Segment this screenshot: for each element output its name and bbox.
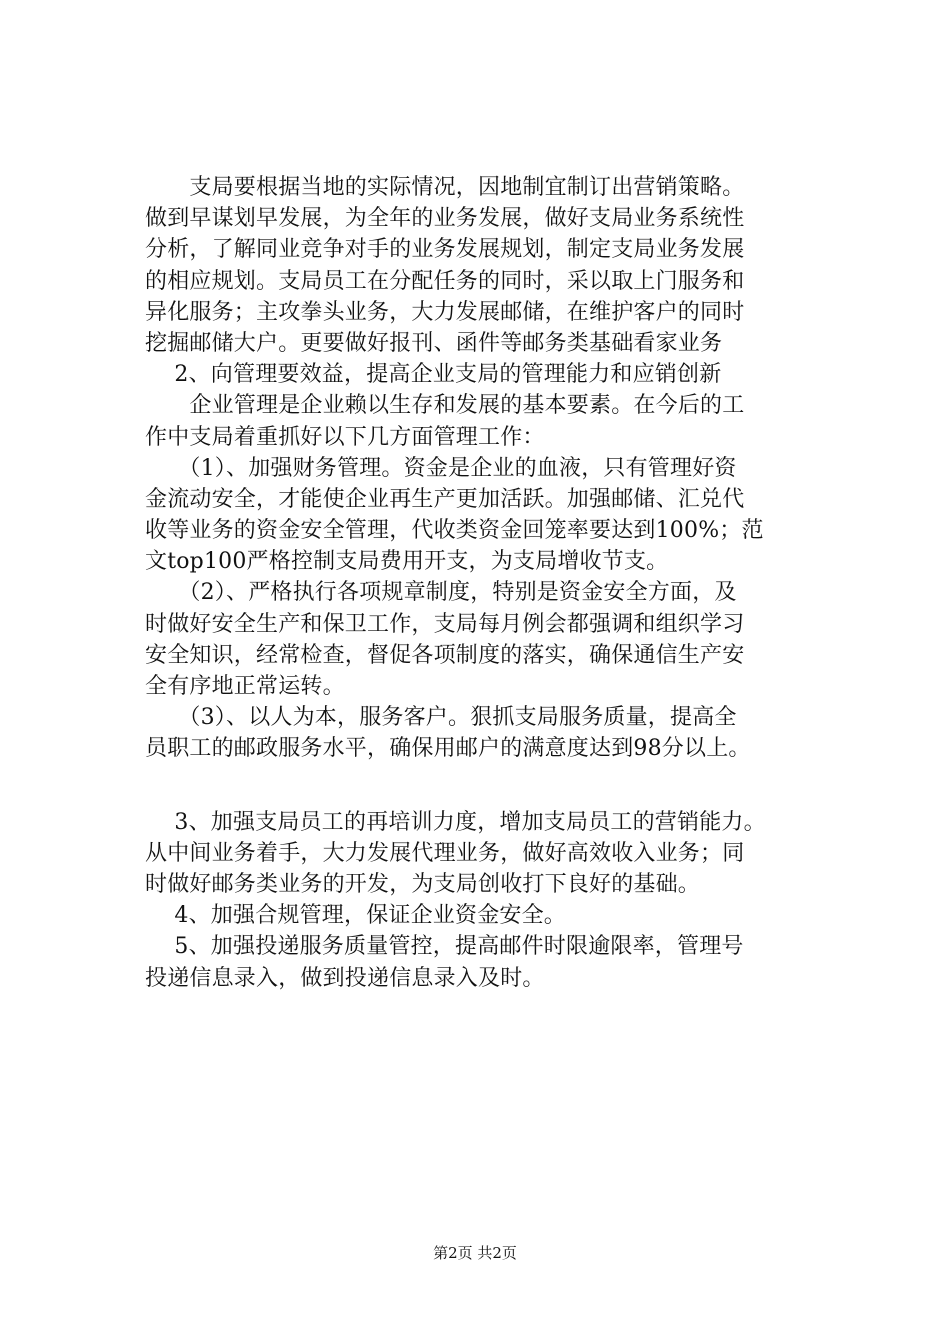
paragraph-gap xyxy=(145,765,835,807)
text-line: 员职工的邮政服务水平，确保用邮户的满意度达到98分以上。 xyxy=(145,736,751,762)
text-line: 分析，了解同业竞争对手的业务发展规划，制定支局业务发展 xyxy=(145,237,745,263)
text-line: 挖掘邮储大户。更要做好报刊、函件等邮务类基础看家业务 xyxy=(145,330,723,356)
text-line: 的相应规划。支局员工在分配任务的同时，采以取上门服务和 xyxy=(145,268,745,294)
text-line: 异化服务；主攻拳头业务，大力发展邮储，在维护客户的同时 xyxy=(145,299,745,325)
text-line: 投递信息录入，做到投递信息录入及时。 xyxy=(145,965,545,991)
page-footer: 第2页 共2页 xyxy=(433,1244,517,1262)
text-line: 时做好邮务类业务的开发，为支局创收打下良好的基础。 xyxy=(145,871,701,897)
section-heading: 4、加强合规管理，保证企业资金安全。 xyxy=(145,903,566,929)
text-line: （1）、加强财务管理。资金是企业的血液，只有管理好资 xyxy=(145,455,737,481)
section-heading: 5、加强投递服务质量管控，提高邮件时限逾限率，管理号 xyxy=(145,934,744,960)
text-line: （3）、以人为本，服务客户。狠抓支局服务质量，提高全 xyxy=(145,705,737,731)
text-line: （2）、严格执行各项规章制度，特别是资金安全方面，及 xyxy=(145,580,737,606)
text-line: 安全知识，经常检查，督促各项制度的落实，确保通信生产安 xyxy=(145,642,745,668)
text-line: 作中支局着重抓好以下几方面管理工作： xyxy=(145,424,545,450)
text-line: 从中间业务着手，大力发展代理业务，做好高效收入业务；同 xyxy=(145,840,745,866)
text-line: 收等业务的资金安全管理，代收类资金回笼率要达到100%；范 xyxy=(145,518,764,544)
text-line: 支局要根据当地的实际情况，因地制宜制订出营销策略。 xyxy=(145,175,745,200)
text-line: 做到早谋划早发展，为全年的业务发展，做好支局业务系统性 xyxy=(145,206,745,232)
text-line: 时做好安全生产和保卫工作，支局每月例会都强调和组织学习 xyxy=(145,611,745,637)
text-line: 金流动安全，才能使企业再生产更加活跃。加强邮储、汇兑代 xyxy=(145,486,745,512)
text-line: 企业管理是企业赖以生存和发展的基本要素。在今后的工 xyxy=(145,393,745,419)
text-line: 文top100严格控制支局费用开支，为支局增收节支。 xyxy=(145,549,669,575)
section-heading: 3、加强支局员工的再培训力度，增加支局员工的营销能力。 xyxy=(145,809,766,835)
section-heading: 2、向管理要效益，提高企业支局的管理能力和应销创新 xyxy=(145,362,722,388)
text-line: 全有序地正常运转。 xyxy=(145,674,345,699)
document-body xyxy=(145,172,835,994)
